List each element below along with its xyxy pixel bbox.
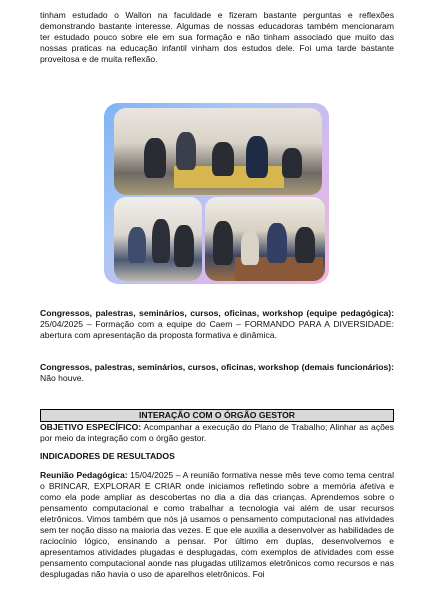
section2-text: Não houve. <box>40 373 84 383</box>
section-header: INTERAÇÃO COM O ÓRGÃO GESTOR <box>40 409 394 422</box>
section1-text: 25/04/2025 – Formação com a equipe do Caem – FORMANDO PARA A DIVERSIDADE: abertura com apresentação da proposta formativa e dinâmica. <box>40 319 394 340</box>
indicators-title: INDICADORES DE RESULTADOS <box>40 451 175 461</box>
section2-label: Congressos, palestras, seminários, cursos, oficinas, workshop (demais funcionários): <box>40 362 394 372</box>
meeting-text: 15/04/2025 – A reunião formativa nesse mês teve como tema central o BRINCAR, EXPLORAR E CRIAR onde iniciamos refletindo sobre a memória afetiva e como ela pode ampliar as descobertas no dia a dia das crianças. Aprendemos sobre o pensamento computacional e como trabalhar a tecnologia vai além de usar recursos eletrônicos. Vimos também que nós já usamos o pensamento computacional nas atividades sem ter noção disso na maioria das vezes. E que ele auxilia a desenvolver as habilidades de raciocínio lógico, ensinando a pensar. Por último em duplas, desenvolvemos e apresentamos atividades plugadas e desplugadas, com exemplos de atividades com esse pensamento computacional aonde nas plugadas utilizamos eletrônicos como recursos e nas desplugadas não havia o uso de aparelhos eletrônicos. Foi <box>40 470 394 579</box>
meeting-label: Reunião Pedagógica: <box>40 470 128 480</box>
meeting-block <box>40 470 394 580</box>
photo-training-room <box>114 108 322 195</box>
section-congressos-funcionarios <box>40 362 394 384</box>
objective-block <box>40 422 394 444</box>
document-page <box>40 10 394 65</box>
photo-group-reading <box>114 197 202 281</box>
objective-label: OBJETIVO ESPECÍFICO: <box>40 422 142 432</box>
intro-paragraph: tinham estudado o Wallon na faculdade e fizeram bastante perguntas e reflexões demonstrando bastante interesse. Algumas de nossas educadoras também mencionaram ter estudado pouco sobre ele em sua formação e não tinham associado que muito das nossas praticas na educação infantil vinham dos estudos dele. Foi uma tarde bastante proveitosa e de muita reflexão. <box>40 10 394 64</box>
objective-text: Acompanhar a execução do Plano de Trabalho; Alinhar as ações por meio da integração com o órgão gestor. <box>40 422 394 443</box>
photo-collage <box>104 103 329 284</box>
section1-label: Congressos, palestras, seminários, cursos, oficinas, workshop (equipe pedagógica): <box>40 308 394 318</box>
indicators-block <box>40 451 394 462</box>
section-congressos-equipe <box>40 308 394 341</box>
photo-educators-floor <box>205 197 325 281</box>
